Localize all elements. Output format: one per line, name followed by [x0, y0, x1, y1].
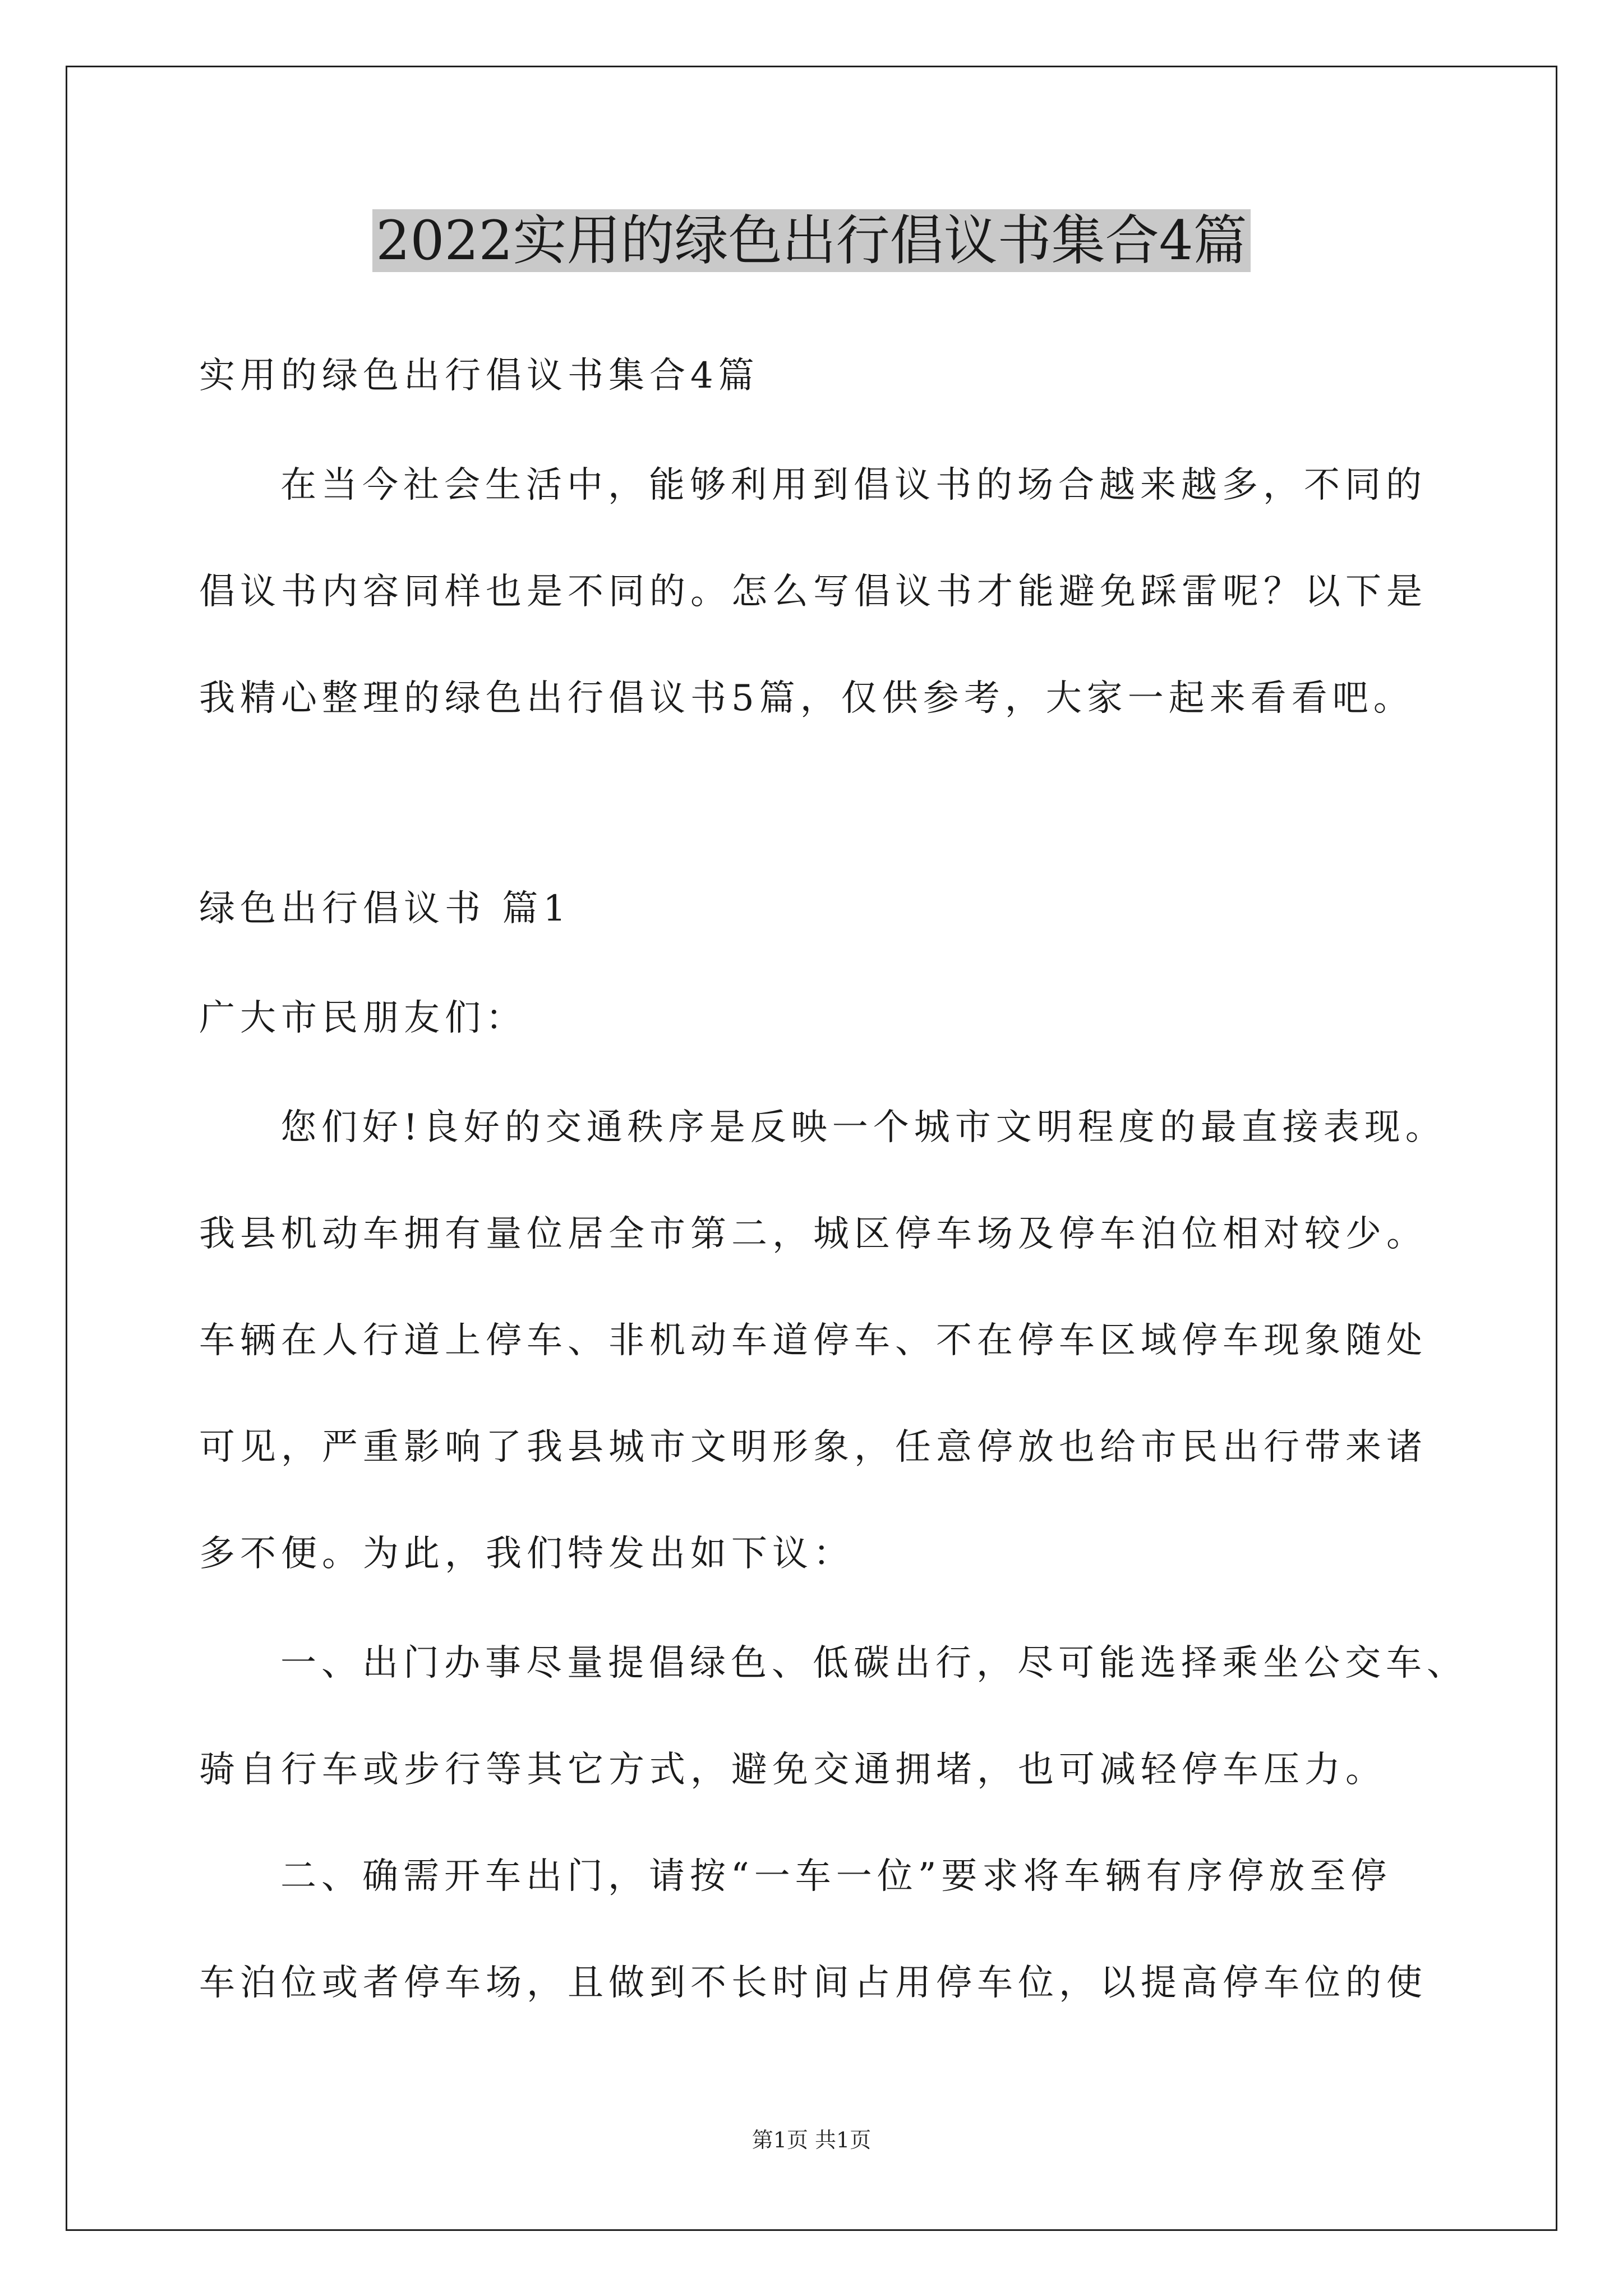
body-line-6: 一、出门办事尽量提倡绿色、低碳出行，尽可能选择乘坐公交车、 — [280, 1642, 1468, 1684]
body-line-8: 二、确需开车出门，请按“一车一位”要求将车辆有序停放至停 — [280, 1856, 1392, 1897]
body-line-4: 可见，严重影响了我县城市文明形象，任意停放也给市民出行带来诸 — [199, 1427, 1427, 1468]
section-heading: 绿色出行倡议书 篇1 — [199, 888, 571, 930]
intro-line-1: 在当今社会生活中，能够利用到倡议书的场合越来越多，不同的 — [280, 464, 1427, 506]
intro-line-2: 倡议书内容同样也是不同的。怎么写倡议书才能避免踩雷呢？以下是 — [199, 571, 1427, 613]
salutation: 广大市民朋友们： — [199, 997, 527, 1039]
body-line-3: 车辆在人行道上停车、非机动车道停车、不在停车区域停车现象随处 — [199, 1320, 1427, 1361]
body-line-2: 我县机动车拥有量位居全市第二，城区停车场及停车泊位相对较少。 — [199, 1213, 1427, 1255]
subtitle: 实用的绿色出行倡议书集合4篇 — [199, 355, 759, 397]
body-line-9: 车泊位或者停车场，且做到不长时间占用停车位，以提高停车位的使 — [199, 1962, 1427, 2004]
document-title-text: 2022实用的绿色出行倡议书集合4篇 — [372, 209, 1250, 272]
body-line-7: 骑自行车或步行等其它方式，避免交通拥堵，也可减轻停车压力。 — [199, 1749, 1386, 1791]
body-line-5: 多不便。为此，我们特发出如下议： — [199, 1533, 854, 1575]
body-line-1: 您们好!良好的交通秩序是反映一个城市文明程度的最直接表现。 — [280, 1107, 1446, 1148]
document-title — [0, 205, 1623, 277]
page-footer: 第1页 共1页 — [751, 2128, 872, 2152]
intro-line-3: 我精心整理的绿色出行倡议书5篇，仅供参考，大家一起来看看吧。 — [199, 678, 1414, 719]
